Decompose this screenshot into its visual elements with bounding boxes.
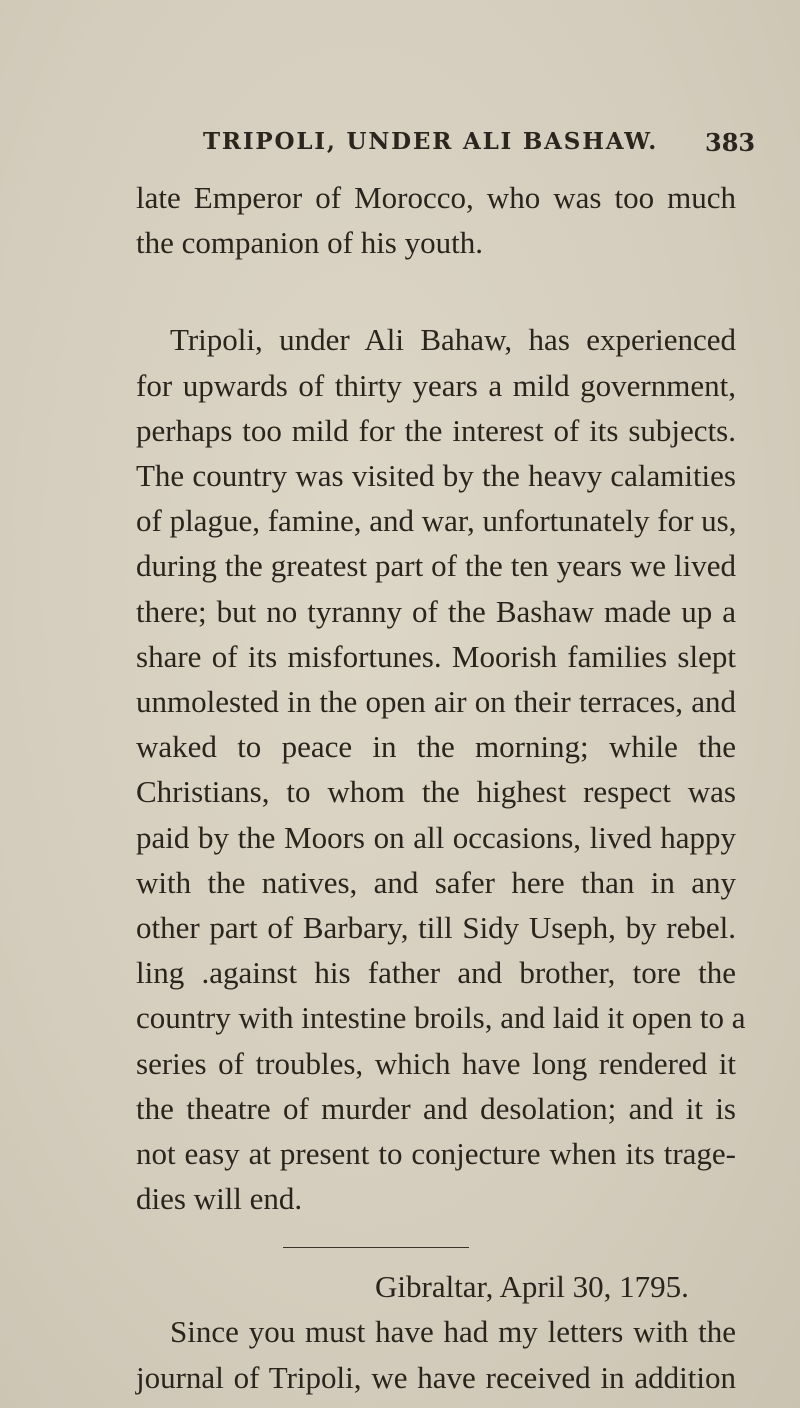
text-line: there; but no tyranny of the Bashaw made up a [136, 593, 736, 629]
running-title: TRIPOLI, UNDER ALI BASHAW. [203, 128, 659, 155]
text-line: journal of Tripoli, we have received in addition [136, 1359, 736, 1395]
text-line: during the greatest part of the ten years we lived [136, 548, 736, 584]
text-line: perhaps too mild for the interest of its subjects. [136, 412, 736, 448]
text-line: paid by the Moors on all occasions, lived happy [136, 819, 736, 855]
section-divider [283, 1247, 469, 1248]
running-head [0, 128, 800, 162]
text-line: dies will end. [136, 1181, 303, 1217]
page-number: 383 [705, 128, 756, 157]
text-line: the theatre of murder and desolation; and it is [136, 1090, 736, 1126]
text-line: Since you must have had my letters with the [170, 1314, 736, 1350]
text-line: Christians, to whom the highest respect was [136, 774, 736, 810]
text-line: series of troubles, which have long rendered it [136, 1045, 736, 1081]
text-line: of plague, famine, and war, unfortunately for us, [136, 503, 737, 539]
text-line: the companion of his youth. [136, 225, 483, 261]
text-line: with the natives, and safer here than in any [136, 864, 736, 900]
text-line: ling .against his father and brother, tore the [136, 955, 736, 991]
letter-dateline: Gibraltar, April 30, 1795. [375, 1269, 689, 1305]
text-line: share of its misfortunes. Moorish families slept [136, 638, 736, 674]
text-line: country with intestine broils, and laid it open to a [136, 1000, 746, 1036]
text-line: Tripoli, under Ali Bahaw, has experienced [170, 322, 736, 358]
text-line: unmolested in the open air on their terraces, and [136, 684, 736, 719]
text-line: other part of Barbary, till Sidy Useph, by rebel. [136, 910, 736, 945]
text-line: not easy at present to conjecture when its trage- [136, 1136, 736, 1171]
text-line: waked to peace in the morning; while the [136, 729, 736, 765]
text-line: The country was visited by the heavy calamities [136, 458, 736, 493]
text-line: late Emperor of Morocco, who was too much [136, 180, 736, 215]
text-line: for upwards of thirty years a mild government, [136, 367, 736, 403]
